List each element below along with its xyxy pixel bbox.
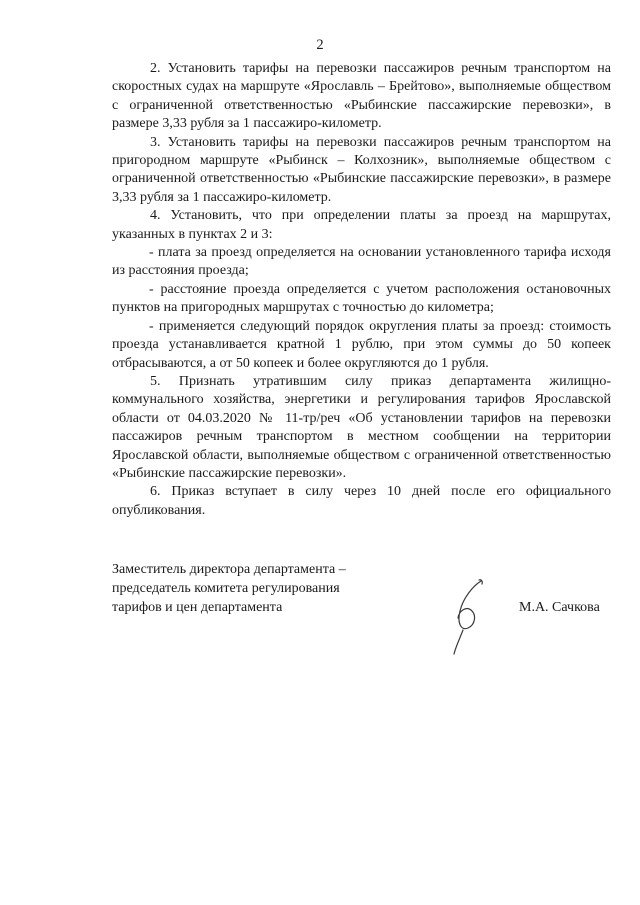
document-body [112, 60, 611, 520]
page-number: 2 [316, 37, 324, 53]
paragraph-subitem-distance: - расстояние проезда определяется с учетом расположения остановочных пунктов на пригородных маршрутах с точностью до километра; [112, 281, 611, 316]
paragraph-item-2: 2. Установить тарифы на перевозки пассажиров речным транспортом на скоростных судах на маршруте «Ярославль – Брейтово», выполняемые обществом с ограниченной ответственностью «Рыбинские пассажирские перевозки», в размере 3,33 рубля за 1 пассажиро-километр. [112, 61, 611, 132]
paragraph-item-6: 6. Приказ вступает в силу через 10 дней после его официального опубликования. [112, 484, 611, 518]
signatory-name: М.А. Сачкова [519, 600, 600, 615]
signatory-position [112, 560, 382, 617]
signatory-position-line: председатель комитета регулирования [112, 581, 340, 596]
paragraph-subitem-rounding: - применяется следующий порядок округления платы за проезд: стоимость проезда устанавливается кратной 1 рублю, при этом суммы до 50 копеек отбрасываются, а от 50 копеек и более округляются до 1 рубля. [112, 318, 611, 371]
handwritten-signature [446, 578, 494, 656]
paragraph-item-5: 5. Признать утратившим силу приказ департамента жилищно-коммунального хозяйства, энергетики и регулирования тарифов Ярославской области от 04.03.2020 № 11-тр/реч «Об установлении тарифов на перевозки пассажиров речным транспортом в местном сообщении на территории Ярославской области, выполняемые обществом с ограниченной ответственностью «Рыбинские пассажирские перевозки». [112, 373, 611, 481]
paragraph-item-4: 4. Установить, что при определении платы за проезд на маршрутах, указанных в пунктах 2 и 3: [112, 208, 611, 242]
signatory-position-line: тарифов и цен департамента [112, 600, 283, 615]
signatory-position-line: Заместитель директора департамента – [112, 562, 346, 577]
paragraph-item-3: 3. Установить тарифы на перевозки пассажиров речным транспортом на пригородном маршруте «Рыбинск – Колхозник», выполняемые обществом с ограниченной ответственностью «Рыбинские пассажирские перевозки», в размере 3,33 рубля за 1 пассажиро-километр. [112, 134, 611, 205]
paragraph-subitem-fare-basis: - плата за проезд определяется на основании установленного тарифа исходя из расстояния проезда; [112, 245, 611, 279]
